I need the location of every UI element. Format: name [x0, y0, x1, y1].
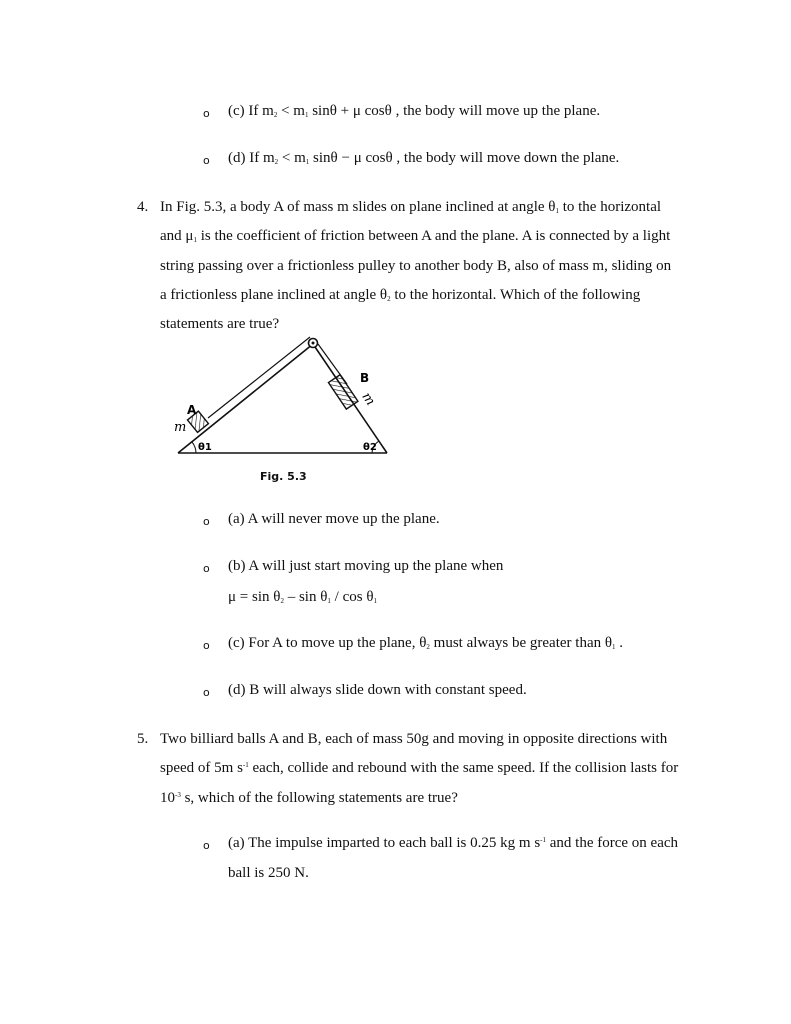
question-5-line-1: Two billiard balls A and B, each of mass 50g and moving in opposite directions with — [160, 731, 668, 747]
label-b: B — [360, 371, 370, 385]
q4-option-a: (a) A will never move up the plane. — [228, 511, 440, 527]
q4-option-b-line-2: $\mu = \sin \theta_2 - \sin \theta_1 / \cos \theta_1$ — [228, 589, 378, 605]
bullet: o — [203, 839, 210, 852]
question-4-number: 4. — [137, 199, 149, 215]
q4-option-d: (d) B will always slide down with constant speed. — [228, 682, 527, 698]
q3-option-c: (c) If $m_2 < m_1$ sinθ + μ cosθ , the body will move up the plane. — [228, 103, 601, 119]
question-4-line-4: a frictionless plane inclined at angle $\theta_2$ to the horizontal. Which of the following — [160, 287, 641, 303]
q5-option-a-line-1: (a) The impulse imparted to each ball is 0.25 kg m $s^{-1}$ and the force on each — [228, 835, 679, 851]
bullet: o — [203, 515, 210, 528]
q5-option-a-line-2: ball is 250 N. — [228, 865, 309, 881]
bullet: o — [203, 562, 210, 575]
label-theta1: θ1 — [198, 442, 212, 453]
label-m-right: m — [358, 389, 378, 409]
label-theta2: θ2 — [363, 442, 377, 453]
pulley-axle — [312, 342, 315, 345]
block-b — [328, 375, 358, 409]
question-4-line-5: statements are true? — [160, 316, 280, 332]
question-4-line-3: string passing over a frictionless pulley to another body B, also of mass m, sliding on — [160, 258, 672, 274]
string — [208, 337, 347, 418]
bullet: o — [203, 154, 210, 167]
question-5-line-2: speed of 5m $s^{-1}$ each, collide and rebound with the same speed. If the collision lasts for — [160, 760, 679, 776]
figure-5-3 — [172, 334, 394, 460]
q3-option-d: (d) If $m_2 < m_1$ sinθ − μ cosθ , the body will move down the plane. — [228, 150, 620, 166]
figure-caption: Fig. 5.3 — [260, 470, 307, 483]
bullet: o — [203, 639, 210, 652]
question-5-line-3: $10^{-3}$ s, which of the following statements are true? — [160, 790, 458, 806]
label-m-left: m — [174, 420, 187, 435]
question-5-number: 5. — [137, 731, 149, 747]
label-a: A — [187, 403, 197, 417]
question-4-line-2: and $\mu_1$ is the coefficient of friction between A and the plane. A is connected by a light — [160, 228, 671, 244]
question-4-line-1: In Fig. 5.3, a body A of mass m slides on plane inclined at angle $\theta_1$ to the horizontal — [160, 199, 662, 215]
q4-option-b-line-1: (b) A will just start moving up the plane when — [228, 558, 504, 574]
theta1-arc — [192, 442, 196, 453]
bullet: o — [203, 686, 210, 699]
q4-option-c: (c) For A to move up the plane, $\theta_2$ must always be greater than $\theta_1$ . — [228, 635, 624, 651]
bullet: o — [203, 107, 210, 120]
